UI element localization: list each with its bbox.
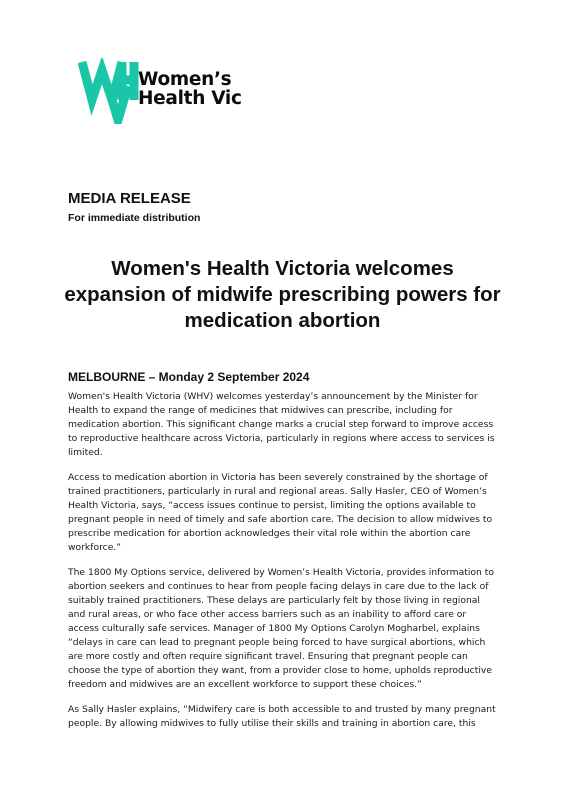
article-body [68,390,500,742]
body-paragraph: The 1800 My Options service, delivered by Women’s Health Victoria, provides information to abortion seekers and continues to hear from people facing delays in care due to the lack of suitably trained practitioners. These delays are particularly felt by those living in regional and rural areas, or who face other access barriers such as an inability to afford care or access culturally safe services. Manager of 1800 My Options Carolyn Mogharbel, explains “delays in care can lead to pregnant people being forced to have surgical abortions, which are more costly and often require significant travel. Ensuring that pregnant people can choose the type of abortion they want, from a provider close to home, upholds reproductive freedom and midwives are an excellent workforce to support these choices.” [68,567,494,690]
media-release-title: MEDIA RELEASE [68,190,191,207]
dateline: MELBOURNE – Monday 2 September 2024 [68,370,310,384]
logo-line-2: Health Vic [138,88,242,109]
distribution-note: For immediate distribution [68,212,201,224]
page-title: Women's Health Victoria welcomes expansion of midwife prescribing powers for medication abortion [64,257,501,332]
logo-wordmark [138,70,242,108]
body-paragraph: Access to medication abortion in Victoria has been severely constrained by the shortage of trained practitioners, particularly in rural and regional areas. Sally Hasler, CEO of Women’s Health Victoria, says, “access issues continue to persist, limiting the options available to pregnant people in need of timely and safe abortion care. The decision to allow midwives to prescribe medication for abortion acknowledges their vital role within the abortion care workforce.” [68,472,493,553]
body-paragraph: Women's Health Victoria (WHV) welcomes yesterday’s announcement by the Minister for Health to expand the range of medicines that midwives can prescribe, including for medication abortion. This significant change marks a crucial step forward to improve access to reproductive healthcare across Victoria, particularly in regions where access to services is limited. [68,391,495,458]
body-paragraph: As Sally Hasler explains, “Midwifery care is both accessible to and trusted by many pregnant people. By allowing midwives to fully utilise their skills and training in abortion care, this [68,704,496,729]
logo-line-1: Women’s [138,69,232,90]
